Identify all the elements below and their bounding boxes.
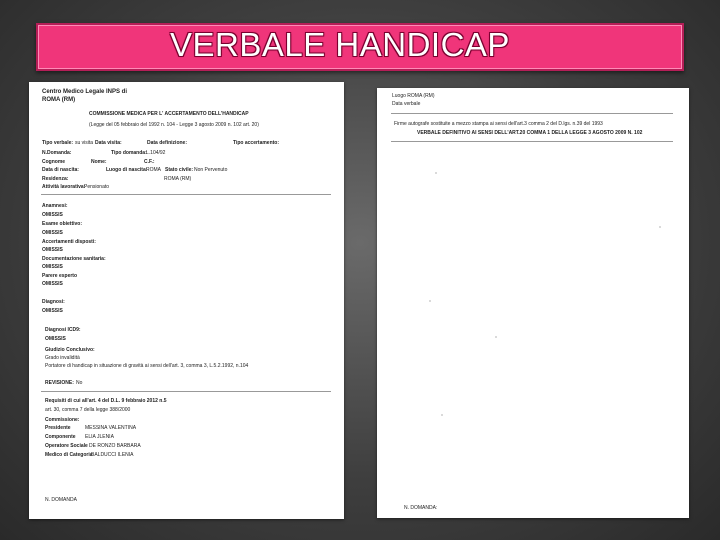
nome-label: Nome: [91,159,107,165]
requisiti-label: Requisiti di cui all'art. 4 del D.L. 9 febbraio 2012 n.5 [45,398,167,404]
operatore-label: Operatore Sociale [45,443,88,449]
data-nascita-label: Data di nascita: [42,167,79,173]
accertamenti-label: Accertamenti disposti: [42,239,96,245]
medico-label: Medico di Categoria [45,452,93,458]
verbale-definitivo-text: VERBALE DEFINITIVO AI SENSI DELL'ART.20 COMMA 1 DELLA LEGGE 3 AGOSTO 2009 N. 102 [417,130,643,136]
center-name: Centro Medico Legale INPS di [42,89,128,95]
left-document-page [29,82,344,519]
accertamenti-value: OMISSIS [42,247,63,253]
revisione-label: REVISIONE: [45,380,74,386]
anamnesi-label: Anamnesi: [42,203,68,209]
law-reference: (Legge del 05 febbraio del 1992 n. 104 - Legge 3 agosto 2009 n. 102 art. 20) [89,122,259,128]
luogo-nascita-label: Luogo di nascita: [106,167,148,173]
commissione-label: Commissione: [45,417,80,423]
tipo-verbale-value: su visita [75,140,94,146]
requisiti-text: art. 30, comma 7 della legge 388/2000 [45,407,131,413]
slide-title: VERBALE HANDICAP [170,26,510,63]
luogo-nascita-value: ROMA [146,167,161,173]
tipo-domanda-value: L.104/92 [146,150,166,156]
residenza-label: Residenza: [42,176,69,182]
center-city: ROMA (RM) [42,97,76,103]
componente-label: Componente [45,434,76,440]
separator-line [391,141,673,142]
scan-mark [441,414,443,416]
scan-mark [429,300,431,302]
right-document-page [377,88,689,518]
firme-text: Firme autografe sostituite a mezzo stampa ai sensi dell'art.3 comma 2 del D.lgs. n.39 del 1993 [394,121,603,127]
scan-mark [659,226,661,228]
documentazione-label: Documentazione sanitaria: [42,256,106,262]
medico-value: BALDUCCI ILENIA [91,452,134,458]
residenza-value: ROMA (RM) [164,176,192,182]
parere-label: Parere esperto [42,273,78,279]
diagnosi-value: OMISSIS [42,308,63,314]
diagnosi-icd-label: Diagnosi ICD9: [45,327,81,333]
separator-line [41,391,331,392]
documentazione-value: OMISSIS [42,264,63,270]
tipo-verbale-label: Tipo verbale: [42,140,74,146]
footer-domanda: N. DOMANDA: [404,505,438,511]
separator-line [391,113,673,114]
data-definizione-label: Data definizione: [147,140,188,146]
giudizio-label: Giudizio Conclusivo: [45,347,95,353]
operatore-value: DE RONZO BARBARA [89,443,141,449]
presidente-label: Presidente [45,425,71,431]
separator-line [41,194,331,195]
anamnesi-value: OMISSIS [42,212,63,218]
giudizio-value: Grado invalidità [45,355,80,361]
attivita-label: Attività lavorativa: [42,184,86,190]
componente-value: ELIA JLENIA [85,434,114,440]
scan-mark [495,336,497,338]
revisione-value: No [76,380,83,386]
stato-civile-value: Non Pervenuto [194,167,228,173]
n-domanda-label: N.Domanda: [42,150,72,156]
diagnosi-icd-value: OMISSIS [45,336,66,342]
esame-label: Esame obiettivo: [42,221,83,227]
data-verbale-text: Data verbale [392,101,421,107]
commission-title: COMMISSIONE MEDICA PER L' ACCERTAMENTO DELL'HANDICAP [89,111,249,117]
luogo-text: Luogo ROMA (RM) [392,93,435,99]
presidente-value: MESSINA VALENTINA [85,425,137,431]
attivita-value: Pensionato [84,184,110,190]
stato-civile-label: Stato civile: [165,167,194,173]
diagnosi-label: Diagnosi: [42,299,65,305]
tipo-domanda-label: Tipo domanda: [111,150,147,156]
data-visita-label: Data visita: [95,140,122,146]
parere-value: OMISSIS [42,281,63,287]
cognome-label: Cognome [42,159,66,165]
cf-label: C.F.: [144,159,155,165]
scan-mark [435,172,437,174]
tipo-accertamento-label: Tipo accertamento: [233,140,280,146]
esame-value: OMISSIS [42,230,63,236]
giudizio-text: Portatore di handicap in situazione di gravità ai sensi dell'art. 3, comma 3, L.5.2.1992, n.104 [45,363,249,369]
footer-domanda: N. DOMANDA [45,497,77,503]
